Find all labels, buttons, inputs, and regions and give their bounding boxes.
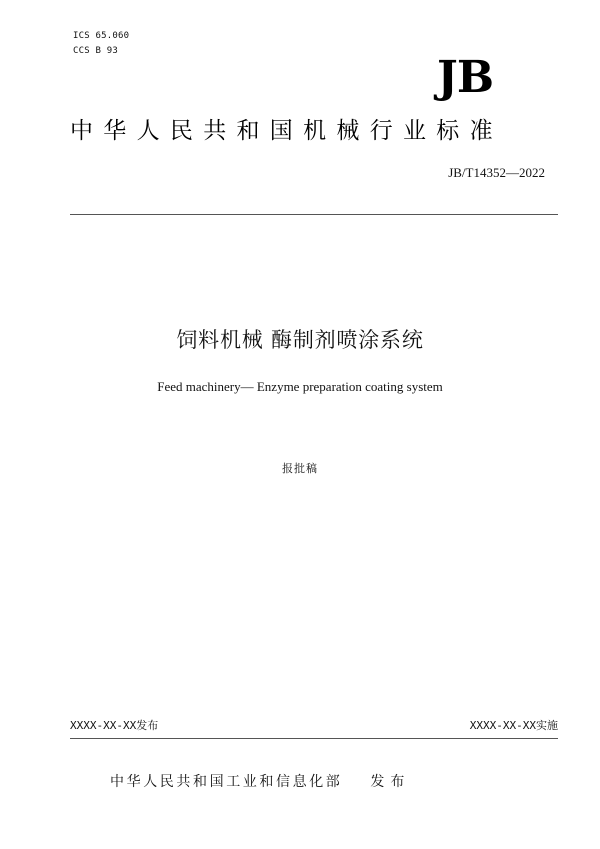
- release-date-label: 发布: [136, 719, 159, 732]
- document-title-chinese: 饲料机械 酶制剂喷涂系统: [176, 328, 424, 352]
- document-title-english: Feed machinery— Enzyme preparation coating system: [157, 379, 443, 394]
- release-date-line: [70, 719, 158, 733]
- ccs-classification-code: CCS B 93: [73, 46, 118, 56]
- header-divider: [70, 214, 558, 215]
- issuing-authority: 中华人民共和国工业和信息化部: [110, 774, 343, 790]
- standard-type-heading: 中华人民共和国机械行业标准: [70, 118, 503, 144]
- footer-divider: [70, 738, 558, 739]
- issuer-line: [110, 773, 410, 791]
- ics-classification-code: ICS 65.060: [73, 31, 130, 41]
- jb-logo: JB: [437, 52, 494, 103]
- issuer-action-label: 发布: [370, 774, 411, 790]
- implementation-date-line: [470, 719, 558, 733]
- standard-number: JB/T14352—2022: [448, 165, 545, 180]
- draft-status-label: 报批稿: [282, 462, 318, 475]
- implementation-date-label: 实施: [536, 719, 558, 732]
- implementation-date-value: XXXX-XX-XX: [469, 719, 536, 732]
- release-date-value: XXXX-XX-XX: [70, 719, 137, 732]
